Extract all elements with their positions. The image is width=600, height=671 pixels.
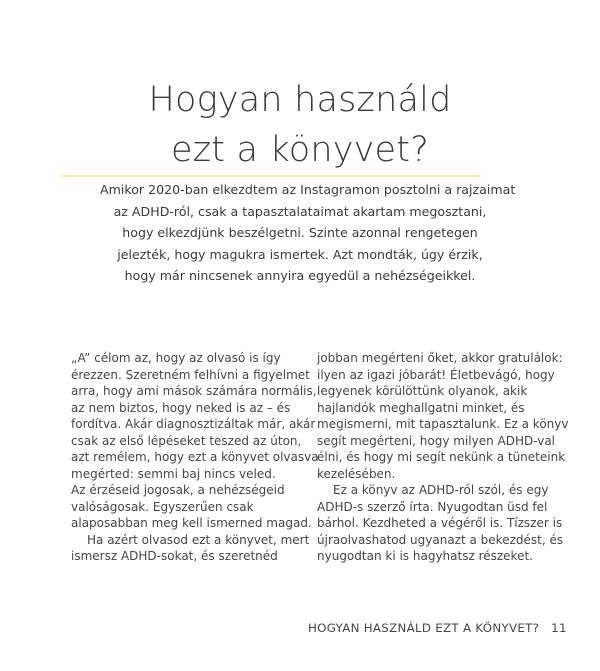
body-line: kezelésében.: [317, 466, 396, 481]
page-number: 11: [551, 621, 567, 635]
body-line: megismerni, mit tapasztalunk. Ez a könyv: [317, 417, 569, 431]
page-title: [0, 75, 600, 175]
intro-line: hogy már nincsenek annyira egyedül a nehézségeikkel.: [124, 268, 476, 283]
body-line: az nem biztos, hogy neked is az – és: [71, 400, 291, 415]
body-line: élni, és hogy mi segít nekünk a tüneteink: [317, 450, 566, 464]
body-line: valóságosak. Egyszerűen csak: [71, 499, 254, 514]
page-footer: [308, 621, 567, 635]
body-line: bárhol. Kezdheted a végéről is. Tízszer is: [317, 516, 563, 530]
body-line: alaposabban meg kell ismerned magad.: [71, 516, 312, 530]
body-line: nyugodtan ki is hagyhatsz részeket.: [317, 549, 533, 563]
intro-line: jelezték, hogy magukra ismertek. Azt mondták, úgy érzik,: [117, 246, 483, 262]
body-line: Ha azért olvasod ezt a könyvet, mert: [87, 532, 310, 547]
body-line: arra, hogy ami mások számára normális,: [71, 384, 317, 398]
body-line: újraolvashatod ugyanazt a bekezdést, és: [317, 532, 564, 547]
body-line: Az érzéseid jogosak, a nehézségeid: [71, 483, 285, 497]
body-column-right: [317, 350, 569, 565]
body-line: fordítva. Akár diagnosztizáltak már, akár: [71, 417, 316, 431]
body-line: ilyen az igazi jóbarát! Életbevágó, hogy: [317, 367, 555, 382]
intro-paragraph: [100, 179, 516, 287]
body-line: ismersz ADHD-sokat, és szeretnéd: [71, 549, 278, 563]
intro-line: hogy elkezdjünk beszélgetni. Szinte azonnal rengetegen: [122, 225, 478, 240]
intro-line: Amikor 2020-ban elkezdtem az Instagramon posztolni a rajzaimat: [100, 182, 516, 197]
body-line: jobban megérteni őket, akkor gratulálok:: [317, 351, 563, 365]
body-line: csak az első lépéseket teszed az úton,: [71, 433, 302, 448]
body-line: Ez a könyv az ADHD-ról szól, és egy: [333, 483, 549, 497]
body-column-left: [71, 350, 319, 565]
body-line: megérted: semmi baj nincs veled.: [71, 466, 276, 481]
title-line: ezt a könyvet?: [170, 130, 429, 171]
body-line: érezzen. Szeretném felhívni a figyelmet: [71, 367, 310, 382]
intro-line: az ADHD-ról, csak a tapasztalataimat akartam megosztani,: [113, 203, 487, 219]
body-line: hajlandók meghallgatni minket, és: [317, 400, 525, 415]
body-line: legyenek körülöttünk olyanok, akik: [317, 384, 528, 398]
body-line: „A” célom az, hogy az olvasó is így: [71, 351, 281, 365]
body-line: ADHD-s szerző írta. Nyugodtan üsd fel: [317, 499, 548, 514]
title-line: Hogyan használd: [148, 80, 452, 121]
running-head: HOGYAN HASZNÁLD EZT A KÖNYVET?: [308, 621, 540, 635]
accent-divider: [61, 175, 481, 177]
body-line: azt remélem, hogy ezt a könyvet olvasva: [71, 450, 319, 464]
body-line: segít megérteni, hogy milyen ADHD-val: [317, 433, 556, 448]
